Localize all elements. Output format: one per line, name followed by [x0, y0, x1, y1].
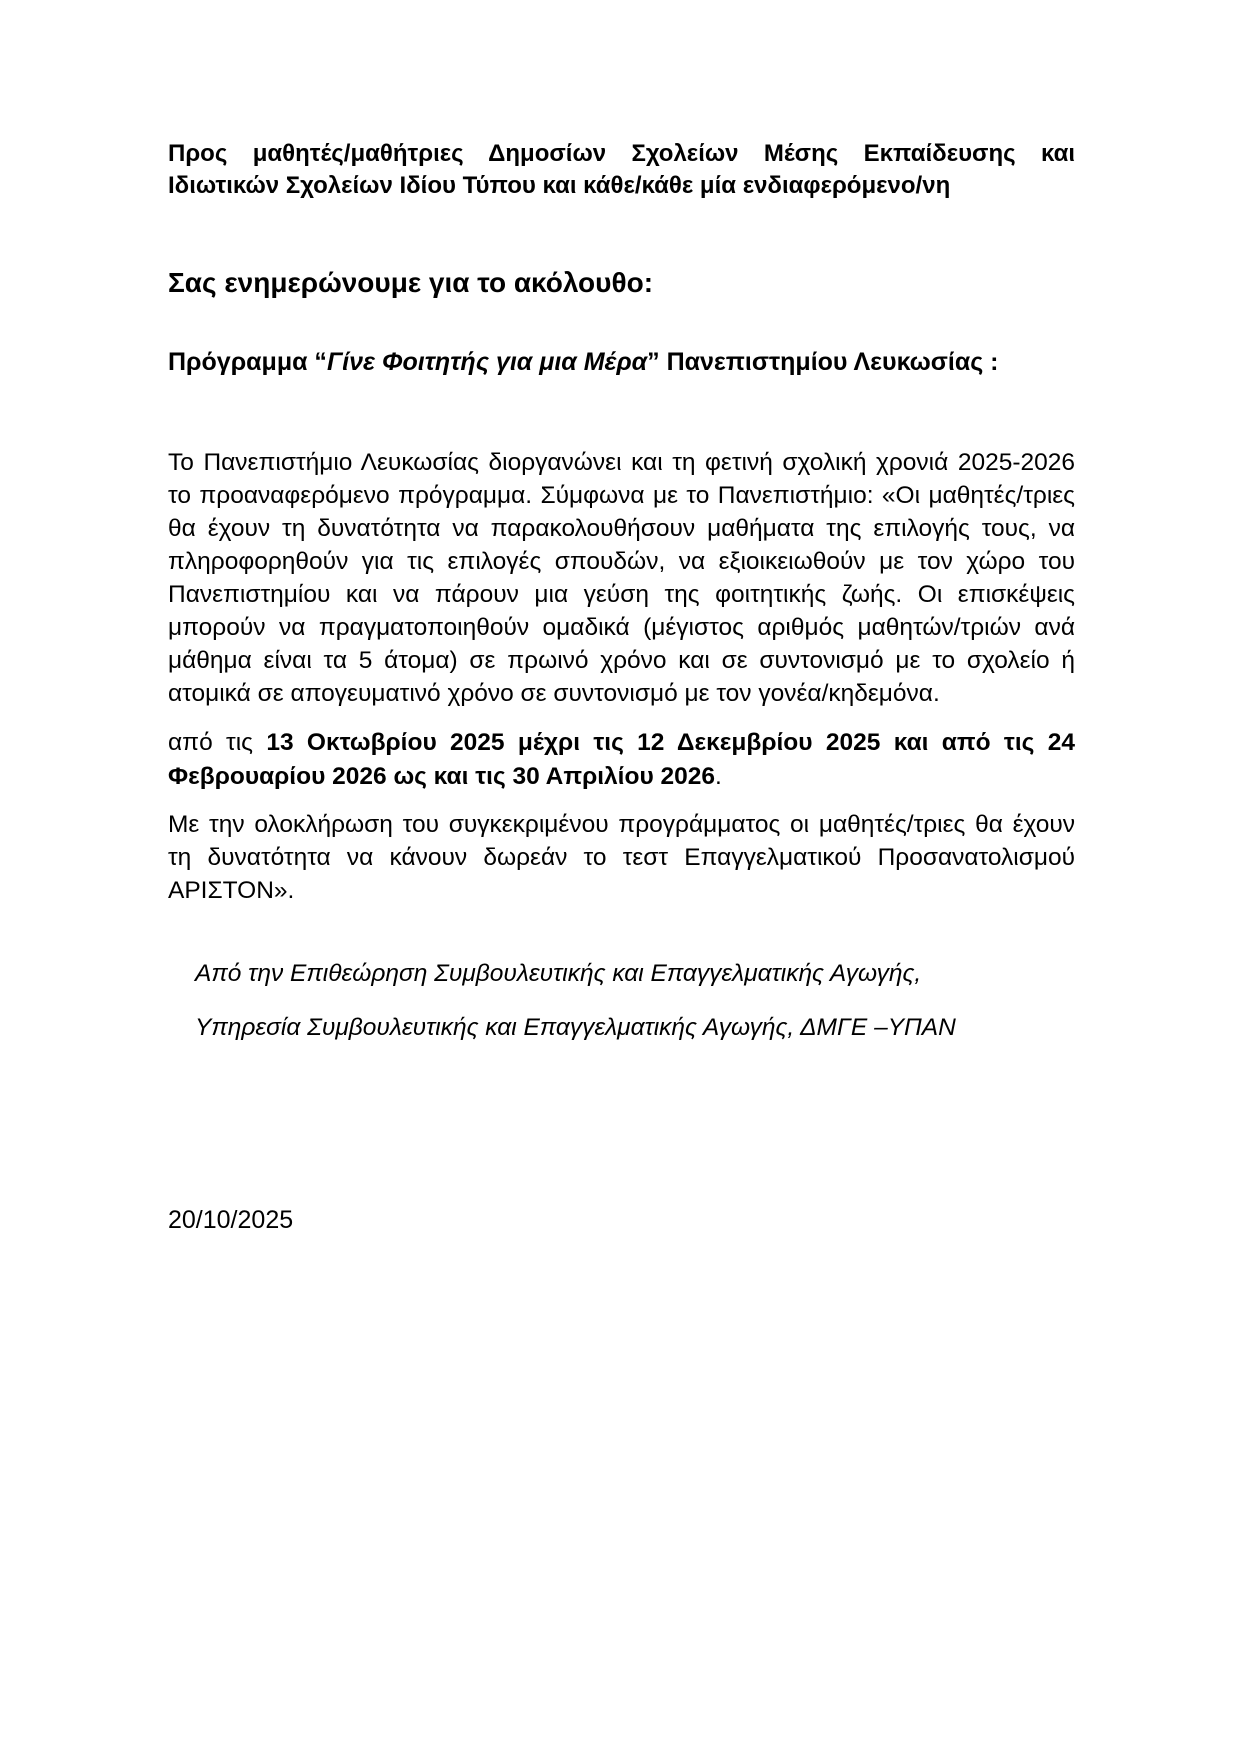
- signature-line-1: Από την Επιθεώρηση Συμβουλευτικής και Επαγγελματικής Αγωγής,: [195, 960, 922, 987]
- closing-paragraph: Με την ολοκλήρωση του συγκεκριμένου προγράμματος οι μαθητές/τριες θα έχουν τη δυνατότητα να κάνουν δωρεάν το τεστ Επαγγελματικού Προσανατολισμού ΑΡΙΣΤΟΝ».: [168, 811, 1075, 904]
- intro-heading: Σας ενημερώνουμε για το ακόλουθο:: [168, 267, 654, 298]
- program-title-prefix: Πρόγραμμα “: [168, 348, 327, 376]
- program-title-suffix: ” Πανεπιστημίου Λευκωσίας :: [647, 348, 999, 376]
- dates-prefix: από τις: [168, 729, 267, 756]
- dates-paragraph: [168, 726, 1075, 794]
- dates-suffix: .: [715, 763, 722, 790]
- body-paragraph: Το Πανεπιστήμιο Λευκωσίας διοργανώνει και τη φετινή σχολική χρονιά 2025-2026 το προαναφερόμενο πρόγραμμα. Σύμφωνα με το Πανεπιστήμιο: «Οι μαθητές/τριες θα έχουν τη δυνατότητα να παρακολουθήσουν μαθήματα της επιλογής τους, να πληροφορηθούν για τις επιλογές σπουδών, να εξιοικειωθούν με τον χώρο του Πανεπιστημίου και να πάρουν μια γεύση της φοιτητικής ζωής. Οι επισκέψεις μπορούν να πραγματοποιηθούν ομαδικά (μέγιστος αριθμός μαθητών/τριών ανά μάθημα είναι τα 5 άτομα) σε πρωινό χρόνο και σε συντονισμό με το σχολείο ή ατομικά σε απογευματινό χρόνο σε συντονισμό με τον γονέα/κηδεμόνα.: [168, 449, 1075, 707]
- recipient-heading: Προς μαθητές/μαθήτριες Δημοσίων Σχολείων Μέσης Εκπαίδευσης και Ιδιωτικών Σχολείων Ιδίου Τύπου και κάθε/κάθε μία ενδιαφερόμενο/νη: [168, 140, 1075, 199]
- program-title: [168, 346, 1075, 378]
- document-date: 20/10/2025: [168, 1206, 294, 1234]
- dates-bold-range: 13 Οκτωβρίου 2025 μέχρι τις 12 Δεκεμβρίου 2025 και από τις 24 Φεβρουαρίου 2026 ως και τις 30 Απριλίου 2026: [168, 729, 1075, 790]
- program-name: Γίνε Φοιτητής για μια Μέρα: [326, 348, 648, 376]
- signature-line-2: Υπηρεσία Συμβουλευτικής και Επαγγελματικής Αγωγής, ΔΜΓΕ –ΥΠΑΝ: [195, 1014, 956, 1041]
